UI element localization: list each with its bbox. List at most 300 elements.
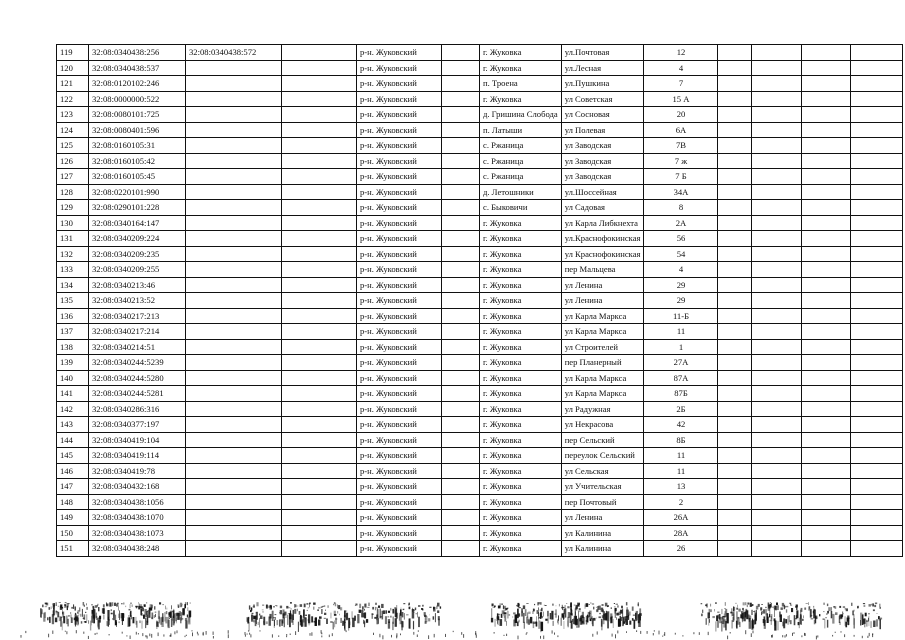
noise-speck	[372, 613, 373, 619]
empty-cell	[442, 200, 480, 216]
noise-speck	[863, 603, 865, 604]
noise-speck	[496, 616, 497, 621]
row-number: 147	[57, 479, 89, 495]
noise-speck	[382, 611, 384, 620]
empty-cell	[851, 308, 903, 324]
noise-speck	[326, 619, 328, 625]
noise-speck	[173, 609, 174, 612]
noise-speck	[433, 616, 435, 619]
cadastral-number-2	[186, 401, 282, 417]
noise-speck	[771, 616, 772, 625]
noise-speck	[213, 636, 214, 639]
noise-speck	[206, 631, 207, 635]
noise-speck	[843, 606, 845, 608]
noise-speck	[494, 632, 495, 634]
noise-speck	[403, 609, 405, 610]
noise-speck	[357, 614, 359, 623]
empty-cell	[718, 277, 752, 293]
noise-speck	[403, 603, 405, 604]
scan-noise-footer	[0, 596, 905, 640]
noise-speck	[369, 603, 370, 606]
noise-speck	[92, 614, 93, 623]
noise-speck	[185, 621, 187, 629]
noise-speck	[418, 630, 419, 632]
house-cell: 8	[644, 200, 718, 216]
empty-cell	[442, 355, 480, 371]
empty-cell	[282, 122, 357, 138]
house-cell: 11	[644, 324, 718, 340]
noise-speck	[785, 619, 787, 623]
noise-speck	[376, 615, 377, 621]
noise-speck	[344, 622, 345, 631]
empty-cell	[802, 417, 851, 433]
noise-speck	[249, 605, 250, 609]
noise-speck	[628, 615, 629, 620]
empty-cell	[282, 386, 357, 402]
noise-speck	[270, 606, 273, 610]
noise-speck	[66, 631, 67, 634]
empty-cell	[718, 169, 752, 185]
district-cell: р-н. Жуковский	[357, 463, 442, 479]
noise-speck	[149, 634, 150, 637]
empty-cell	[802, 401, 851, 417]
empty-cell	[282, 200, 357, 216]
noise-speck	[596, 610, 598, 612]
noise-speck	[806, 603, 808, 604]
noise-speck	[115, 615, 116, 625]
row-number: 143	[57, 417, 89, 433]
empty-cell	[282, 153, 357, 169]
noise-speck	[171, 619, 172, 628]
empty-cell	[718, 293, 752, 309]
empty-cell	[442, 386, 480, 402]
noise-speck	[53, 610, 54, 616]
house-cell: 6А	[644, 122, 718, 138]
noise-speck	[395, 618, 397, 627]
street-cell: пер Мальцева	[561, 262, 644, 278]
cadastral-number-2	[186, 355, 282, 371]
noise-speck	[329, 635, 330, 638]
noise-speck	[165, 612, 166, 622]
cadastral-number-2	[186, 277, 282, 293]
noise-speck	[786, 609, 787, 612]
noise-speck	[334, 614, 337, 616]
district-cell: р-н. Жуковский	[357, 277, 442, 293]
noise-speck	[390, 616, 391, 618]
noise-speck	[119, 610, 120, 620]
street-cell: ул Ленина	[561, 293, 644, 309]
locality-cell: г. Жуковка	[480, 479, 562, 495]
noise-speck	[593, 618, 595, 621]
empty-cell	[802, 355, 851, 371]
noise-speck	[186, 635, 187, 636]
locality-cell: д. Летошники	[480, 184, 562, 200]
noise-speck	[434, 634, 435, 638]
noise-speck	[851, 603, 853, 606]
noise-speck	[75, 607, 77, 611]
noise-speck	[172, 611, 173, 613]
district-cell: р-н. Жуковский	[357, 541, 442, 557]
noise-speck	[135, 606, 138, 608]
empty-cell	[851, 432, 903, 448]
noise-speck	[188, 607, 189, 611]
empty-cell	[442, 432, 480, 448]
locality-cell: с. Быковичи	[480, 200, 562, 216]
noise-speck	[71, 607, 72, 609]
noise-speck	[158, 633, 159, 637]
noise-speck	[607, 621, 609, 628]
noise-speck	[733, 610, 734, 620]
street-cell: ул Радужная	[561, 401, 644, 417]
noise-speck	[114, 603, 116, 606]
noise-speck	[403, 609, 405, 610]
noise-speck	[416, 613, 418, 614]
noise-speck	[874, 605, 876, 607]
house-cell: 11-Б	[644, 308, 718, 324]
noise-speck	[362, 606, 363, 609]
empty-cell	[718, 401, 752, 417]
noise-speck	[701, 603, 703, 604]
noise-speck	[399, 613, 400, 621]
noise-speck	[567, 606, 569, 608]
cadastral-number-2	[186, 60, 282, 76]
noise-speck	[338, 605, 340, 609]
noise-speck	[146, 611, 148, 615]
noise-speck	[280, 606, 282, 609]
table-row	[57, 138, 903, 154]
noise-speck	[93, 606, 94, 609]
noise-speck	[354, 616, 356, 621]
table-row	[57, 293, 903, 309]
noise-speck	[664, 632, 665, 636]
noise-speck	[290, 602, 292, 604]
noise-speck	[92, 610, 94, 614]
noise-speck	[571, 609, 572, 611]
row-number: 133	[57, 262, 89, 278]
noise-speck	[282, 620, 284, 624]
noise-speck	[754, 619, 755, 624]
noise-speck	[131, 615, 132, 619]
empty-cell	[802, 184, 851, 200]
empty-cell	[282, 308, 357, 324]
noise-speck	[872, 603, 874, 606]
noise-speck	[94, 614, 95, 618]
noise-speck	[493, 607, 494, 608]
cadastral-number: 32:08:0340244:5239	[89, 355, 186, 371]
empty-cell	[802, 463, 851, 479]
table-row	[57, 107, 903, 123]
locality-cell: с. Ржаница	[480, 153, 562, 169]
noise-speck	[852, 611, 854, 616]
noise-speck	[335, 618, 337, 625]
noise-speck	[541, 622, 542, 633]
noise-speck	[189, 611, 192, 617]
noise-speck	[526, 617, 528, 624]
noise-speck	[311, 632, 312, 636]
noise-speck	[333, 604, 334, 605]
noise-speck	[154, 615, 155, 618]
noise-speck	[629, 621, 631, 625]
noise-speck	[727, 636, 728, 640]
noise-speck	[128, 615, 130, 617]
noise-speck	[278, 635, 279, 637]
noise-speck	[627, 607, 628, 610]
noise-speck	[736, 608, 738, 610]
noise-speck	[286, 606, 288, 609]
empty-cell	[802, 370, 851, 386]
noise-speck	[551, 611, 553, 620]
empty-cell	[282, 76, 357, 92]
cadastral-number: 32:08:0160105:31	[89, 138, 186, 154]
noise-speck	[275, 617, 276, 620]
noise-speck	[494, 607, 495, 608]
noise-speck	[136, 607, 137, 608]
cadastral-number: 32:08:0160105:42	[89, 153, 186, 169]
noise-speck	[249, 633, 250, 635]
noise-speck	[128, 617, 130, 626]
noise-speck	[758, 604, 760, 607]
noise-speck	[802, 619, 804, 621]
noise-speck	[513, 620, 516, 627]
noise-speck	[418, 605, 420, 606]
empty-cell	[851, 448, 903, 464]
noise-speck	[363, 620, 364, 624]
row-number: 150	[57, 525, 89, 541]
noise-speck	[159, 602, 161, 604]
noise-speck	[508, 611, 509, 619]
noise-speck	[95, 605, 98, 608]
noise-speck	[552, 604, 554, 606]
cadastral-number: 32:08:0120102:246	[89, 76, 186, 92]
noise-speck	[839, 606, 841, 608]
noise-speck	[518, 636, 519, 640]
locality-cell: г. Жуковка	[480, 277, 562, 293]
noise-speck	[538, 612, 539, 619]
noise-speck	[587, 615, 588, 622]
noise-speck	[725, 602, 726, 606]
table-row	[57, 76, 903, 92]
noise-speck	[523, 613, 525, 623]
noise-speck	[372, 607, 373, 610]
noise-speck	[518, 620, 520, 623]
noise-speck	[599, 613, 600, 614]
empty-cell	[752, 138, 802, 154]
noise-speck	[528, 612, 530, 614]
noise-speck	[47, 617, 49, 620]
noise-speck	[545, 619, 547, 621]
noise-speck	[501, 603, 502, 605]
empty-cell	[752, 463, 802, 479]
noise-speck	[198, 634, 199, 636]
noise-speck	[393, 617, 394, 624]
noise-speck	[279, 619, 280, 626]
noise-speck	[275, 614, 277, 615]
noise-speck	[155, 612, 157, 613]
cadastral-number: 32:08:0080401:596	[89, 122, 186, 138]
noise-speck	[556, 609, 557, 617]
table-row	[57, 122, 903, 138]
noise-speck	[83, 602, 85, 606]
noise-speck	[272, 634, 273, 637]
noise-speck	[318, 620, 320, 626]
noise-speck	[256, 602, 258, 606]
house-cell: 26А	[644, 510, 718, 526]
row-number: 123	[57, 107, 89, 123]
noise-speck	[544, 605, 545, 607]
empty-cell	[752, 246, 802, 262]
empty-cell	[802, 122, 851, 138]
noise-speck	[766, 609, 767, 613]
empty-cell	[752, 231, 802, 247]
noise-speck	[841, 631, 842, 632]
noise-speck	[392, 609, 394, 614]
noise-speck	[506, 621, 507, 626]
noise-speck	[492, 604, 494, 607]
noise-speck	[319, 616, 322, 618]
noise-speck	[621, 617, 622, 621]
noise-speck	[285, 617, 286, 618]
row-number: 136	[57, 308, 89, 324]
cadastral-number-2	[186, 138, 282, 154]
empty-cell	[282, 401, 357, 417]
noise-speck	[176, 613, 178, 616]
noise-speck	[615, 611, 616, 618]
street-cell: ул Калинина	[561, 525, 644, 541]
table-row	[57, 370, 903, 386]
noise-speck	[827, 620, 828, 628]
noise-speck	[364, 604, 366, 608]
noise-speck	[753, 631, 754, 634]
noise-speck	[97, 633, 98, 635]
noise-speck	[564, 621, 565, 629]
noise-speck	[717, 621, 719, 628]
noise-speck	[197, 632, 198, 634]
noise-speck	[332, 633, 333, 636]
noise-speck	[602, 604, 604, 605]
noise-speck	[421, 608, 423, 610]
noise-speck	[359, 604, 361, 608]
noise-speck	[106, 602, 107, 604]
empty-cell	[802, 45, 851, 61]
empty-cell	[282, 525, 357, 541]
street-cell: ул Заводская	[561, 169, 644, 185]
cadastral-number: 32:08:0340438:1070	[89, 510, 186, 526]
district-cell: р-н. Жуковский	[357, 479, 442, 495]
noise-speck	[662, 636, 663, 637]
empty-cell	[802, 262, 851, 278]
locality-cell: г. Жуковка	[480, 324, 562, 340]
noise-speck	[869, 633, 870, 636]
noise-speck	[305, 615, 307, 616]
noise-speck	[388, 611, 390, 613]
noise-speck	[777, 603, 778, 604]
noise-speck	[844, 634, 845, 637]
noise-speck	[73, 604, 74, 609]
empty-cell	[851, 107, 903, 123]
noise-speck	[379, 634, 380, 638]
noise-speck	[765, 607, 767, 608]
table-row	[57, 463, 903, 479]
empty-cell	[442, 231, 480, 247]
noise-speck	[801, 615, 802, 625]
noise-speck	[317, 610, 319, 611]
row-number: 132	[57, 246, 89, 262]
noise-speck	[577, 603, 580, 607]
noise-speck	[598, 606, 601, 611]
empty-cell	[752, 324, 802, 340]
noise-speck	[864, 618, 865, 627]
street-cell: ул Заводская	[561, 138, 644, 154]
noise-speck	[142, 608, 144, 612]
noise-speck	[130, 604, 131, 608]
empty-cell	[752, 386, 802, 402]
empty-cell	[442, 45, 480, 61]
noise-speck	[391, 635, 392, 638]
cadastral-number: 32:08:0340438:248	[89, 541, 186, 557]
cadastral-number: 32:08:0000000:522	[89, 91, 186, 107]
noise-speck	[247, 634, 248, 635]
noise-speck	[188, 617, 190, 625]
noise-speck	[523, 605, 525, 609]
noise-speck	[305, 617, 306, 619]
noise-speck	[321, 636, 322, 638]
noise-speck	[417, 612, 418, 618]
row-number: 148	[57, 494, 89, 510]
noise-speck	[491, 618, 493, 623]
noise-speck	[722, 616, 724, 624]
cadastral-number: 32:08:0340217:214	[89, 324, 186, 340]
empty-cell	[851, 401, 903, 417]
empty-cell	[282, 417, 357, 433]
empty-cell	[718, 386, 752, 402]
noise-speck	[382, 635, 383, 639]
noise-speck	[304, 617, 306, 626]
noise-speck	[693, 632, 694, 634]
noise-speck	[262, 610, 264, 611]
row-number: 144	[57, 432, 89, 448]
noise-speck	[825, 619, 826, 628]
noise-speck	[810, 609, 812, 618]
noise-speck	[501, 614, 503, 618]
empty-cell	[718, 339, 752, 355]
empty-cell	[752, 60, 802, 76]
noise-speck	[401, 608, 402, 609]
noise-speck	[61, 605, 62, 607]
noise-speck	[401, 621, 403, 627]
noise-speck	[846, 608, 848, 611]
street-cell: ул Краснофокинская	[561, 246, 644, 262]
noise-speck	[772, 607, 773, 609]
noise-speck	[619, 612, 621, 616]
noise-speck	[308, 614, 310, 623]
noise-speck	[266, 621, 268, 624]
noise-speck	[383, 610, 385, 614]
noise-speck	[847, 616, 849, 625]
noise-speck	[88, 620, 89, 623]
noise-speck	[575, 608, 576, 618]
noise-speck	[181, 605, 182, 606]
noise-speck	[771, 635, 772, 638]
empty-cell	[442, 308, 480, 324]
noise-speck	[250, 610, 252, 612]
empty-cell	[718, 324, 752, 340]
noise-speck	[306, 603, 308, 604]
noise-speck	[364, 612, 366, 618]
noise-speck	[589, 604, 590, 605]
noise-speck	[429, 615, 430, 616]
noise-speck	[461, 632, 462, 635]
noise-speck	[790, 603, 791, 606]
